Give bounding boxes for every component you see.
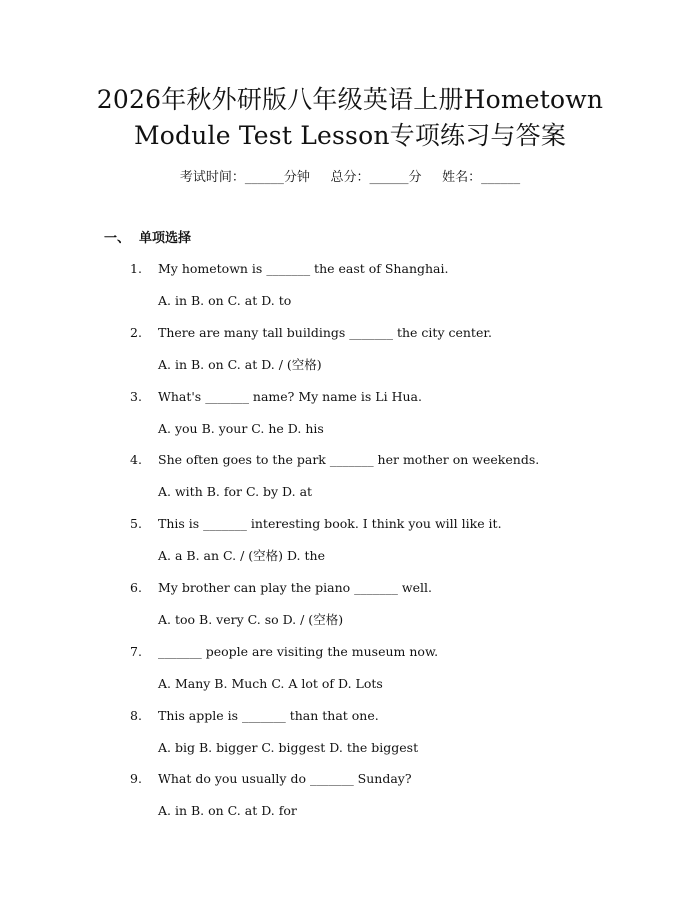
question-number: 4. [130,452,142,468]
question-options: A. too B. very C. so D. / (空格) [158,611,344,627]
question-item [0,387,700,451]
question-list [0,259,700,833]
question-stem: My hometown is _______ the east of Shanghai. [158,261,449,276]
question-stem: There are many tall buildings _______ the city center. [158,324,492,340]
question-options: A. a B. an C. / (空格) D. the [158,548,325,564]
page-title-line-2: Module Test Lesson专项练习与答案 [133,121,567,150]
question-options: A. in B. on C. at D. / (空格) [158,356,322,372]
question-item [0,450,700,514]
question-item [0,769,700,833]
question-item [0,578,700,642]
question-stem: She often goes to the park _______ her mother on weekends. [158,452,540,468]
question-number: 8. [130,707,142,723]
question-stem: What's _______ name? My name is Li Hua. [158,388,422,404]
question-item [0,259,700,323]
question-item [0,642,700,706]
question-number: 9. [130,771,142,787]
question-options: A. big B. bigger C. biggest D. the biggest [158,739,419,755]
question-number: 2. [130,324,142,340]
question-options: A. in B. on C. at D. to [158,293,292,308]
question-item [0,514,700,578]
page-title-line-1: 2026年秋外研版八年级英语上册Hometown [96,85,604,114]
question-number: 1. [130,261,142,276]
section-heading-single-choice: 一、 单项选择 [104,231,192,246]
question-options: A. with B. for C. by D. at [158,484,313,500]
question-options: A. you B. your C. he D. his [158,420,324,436]
question-number: 6. [130,579,142,595]
question-options: A. in B. on C. at D. for [158,803,297,819]
question-number: 3. [130,388,142,404]
question-stem: What do you usually do _______ Sunday? [158,771,412,787]
question-stem: _______ people are visiting the museum now. [158,643,439,659]
question-item [0,323,700,387]
question-stem: My brother can play the piano _______ well. [158,579,432,595]
question-options: A. Many B. Much C. A lot of D. Lots [158,675,383,691]
question-number: 5. [130,516,142,532]
question-number: 7. [130,643,142,659]
question-stem: This is _______ interesting book. I think you will like it. [158,516,502,532]
question-stem: This apple is _______ than that one. [158,707,379,723]
question-item [0,706,700,770]
exam-info: 考试时间：______分钟 总分：______分 姓名：______ [179,170,521,185]
